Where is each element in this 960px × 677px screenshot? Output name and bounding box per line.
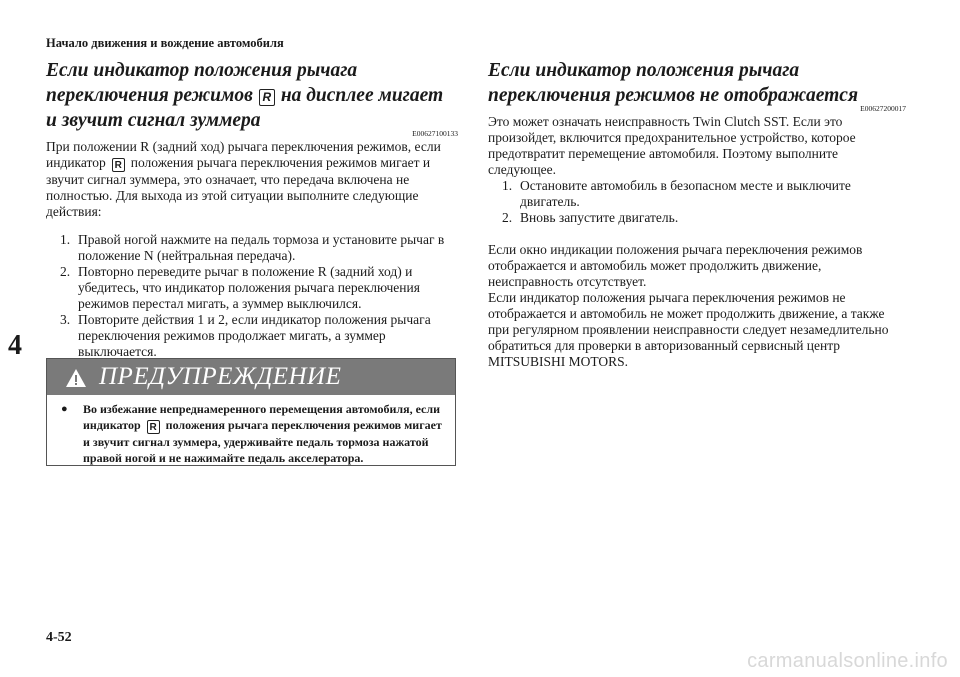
r-position-icon: R <box>259 89 275 106</box>
intro-paragraph: Это может означать неисправность Twin Clutch SST. Если это произойдет, включится предохранительное устройство, которое предотвратит перемещение автомобиля. Поэтому выполните следующее. <box>488 114 856 177</box>
heading-part-2: на дисплее мигает и звучит сигнал зуммера <box>46 85 444 131</box>
heading-part-1: Если индикатор положения рычага переключения режимов <box>46 60 358 106</box>
section-code: E00627100133 <box>412 129 458 138</box>
step-number: 2. <box>502 210 513 225</box>
intro-part-1: При положении R (задний ход) рычага переключения режимов, если индикатор <box>46 139 441 170</box>
warning-text-part-2: положения рычага переключения режимов мигает и звучит сигнал зуммера, удерживайте педаль тормоза нажатой правой ногой и не нажимайте педаль акселератора. <box>83 418 442 465</box>
step-number: 2. <box>60 264 71 279</box>
list-item <box>46 232 458 264</box>
step-text: Правой ногой нажмите на педаль тормоза и установите рычаг в положение N (нейтральная передача). <box>78 232 445 263</box>
step-text: Остановите автомобиль в безопасном месте и выключите двигатель. <box>520 178 851 209</box>
page-number: 4-52 <box>46 630 72 645</box>
intro-part-2: положения рычага переключения режимов мигает и звучит сигнал зуммера, это означает, что передача включена не полностью. Для выхода из этой ситуации выполните следующие действия: <box>46 155 431 219</box>
chapter-tab: 4 <box>8 330 22 361</box>
step-number: 1. <box>60 232 71 247</box>
left-column <box>46 58 458 360</box>
paragraph-contact-service: Если индикатор положения рычага переключения режимов не отображается и автомобиль не может продолжить движение, а также при регулярном проявлении неисправности следует незамедлительно обратиться для проверки в авторизованный сервисный центр MITSUBISHI MOTORS. <box>488 290 889 369</box>
bullet-icon: ● <box>61 403 68 415</box>
paragraph-display-ok: Если окно индикации положения рычага переключения режимов отображается и автомобиль может продолжить движение, неисправность отсутствует. <box>488 242 863 289</box>
step-number: 3. <box>60 312 71 327</box>
r-position-icon: R <box>112 158 125 172</box>
step-text: Повторно переведите рычаг в положение R (задний ход) и убедитесь, что индикатор положения рычага переключения режимов перестал мигать, а зуммер выключился. <box>78 264 420 311</box>
right-column <box>488 58 906 370</box>
section-code: E00627200017 <box>860 104 906 113</box>
steps-list <box>46 232 458 360</box>
step-text: Повторите действия 1 и 2, если индикатор положения рычага переключения режимов продолжает мигать, а зуммер выключается. <box>78 312 431 359</box>
warning-header <box>47 359 455 395</box>
list-item <box>46 264 458 312</box>
list-item <box>488 178 906 210</box>
section-heading-blinking <box>46 58 458 133</box>
steps-list <box>488 178 906 226</box>
r-position-icon: R <box>147 420 160 434</box>
step-text: Вновь запустите двигатель. <box>520 210 679 225</box>
list-item <box>488 210 906 226</box>
warning-title: ПРЕДУПРЕЖДЕНИЕ <box>99 363 342 390</box>
intro-paragraph <box>46 139 458 220</box>
running-head: Начало движения и вождение автомобиля <box>46 36 284 50</box>
watermark: carmanualsonline.info <box>747 650 948 672</box>
warning-body <box>61 401 447 466</box>
warning-box <box>46 358 456 466</box>
warning-text <box>83 401 447 466</box>
list-item <box>46 312 458 360</box>
section-heading-not-displayed: Если индикатор положения рычага переключения режимов не отображается <box>488 60 858 106</box>
warning-triangle-icon <box>65 368 87 388</box>
step-number: 1. <box>502 178 513 193</box>
warning-text-part-1: Во избежание непреднамеренного перемещения автомобиля, если индикатор <box>83 402 441 432</box>
